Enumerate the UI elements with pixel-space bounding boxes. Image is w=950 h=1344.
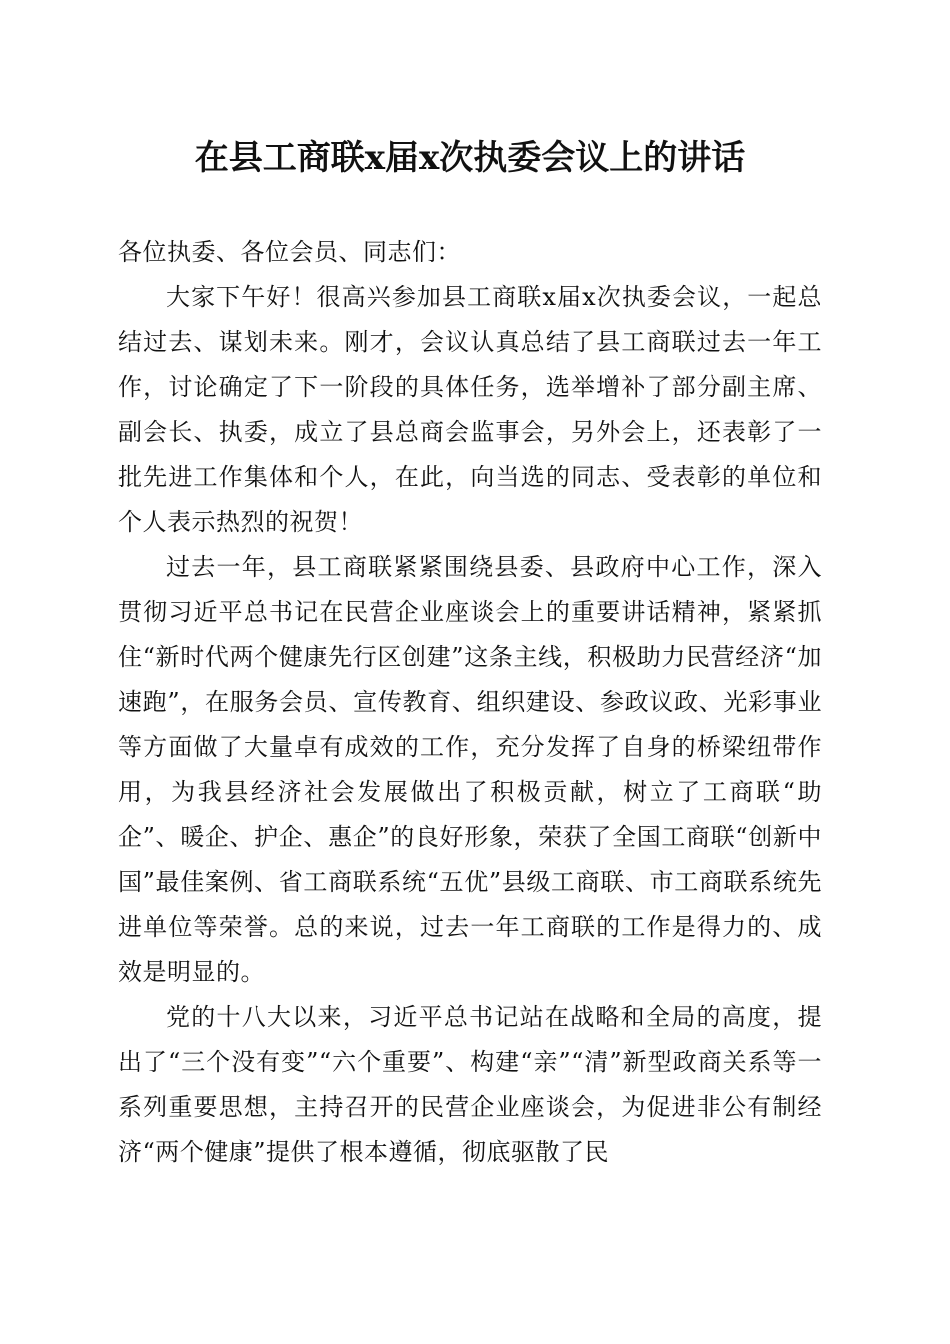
paragraph-1: 大家下午好！很高兴参加县工商联x届x次执委会议，一起总结过去、谋划未来。刚才，会议认真总结了县工商联过去一年工作，讨论确定了下一阶段的具体任务，选举增补了部分副主席、副会长、执委，成立了县总商会监事会，另外会上，还表彰了一批先进工作集体和个人，在此，向当选的同志、受表彰的单位和个人表示热烈的祝贺！ bbox=[118, 283, 822, 536]
salutation: 各位执委、各位会员、同志们： bbox=[118, 238, 461, 266]
paragraph-3: 党的十八大以来，习近平总书记站在战略和全局的高度，提出了“三个没有变”“六个重要”、构建“亲”“清”新型政商关系等一系列重要思想，主持召开的民营企业座谈会，为促进非公有制经济“两个健康”提供了根本遵循，彻底驱散了民 bbox=[118, 1003, 822, 1166]
document-body bbox=[118, 230, 822, 1175]
paragraph-2: 过去一年，县工商联紧紧围绕县委、县政府中心工作，深入贯彻习近平总书记在民营企业座谈会上的重要讲话精神，紧紧抓住“新时代两个健康先行区创建”这条主线，积极助力民营经济“加速跑”，在服务会员、宣传教育、组织建设、参政议政、光彩事业等方面做了大量卓有成效的工作，充分发挥了自身的桥梁纽带作用，为我县经济社会发展做出了积极贡献，树立了工商联“助企”、暖企、护企、惠企”的良好形象，荣获了全国工商联“创新中国”最佳案例、省工商联系统“五优”县级工商联、市工商联系统先进单位等荣誉。总的来说，过去一年工商联的工作是得力的、成效是明显的。 bbox=[118, 553, 822, 986]
document-title: 在县工商联x届x次执委会议上的讲话 bbox=[194, 138, 746, 178]
